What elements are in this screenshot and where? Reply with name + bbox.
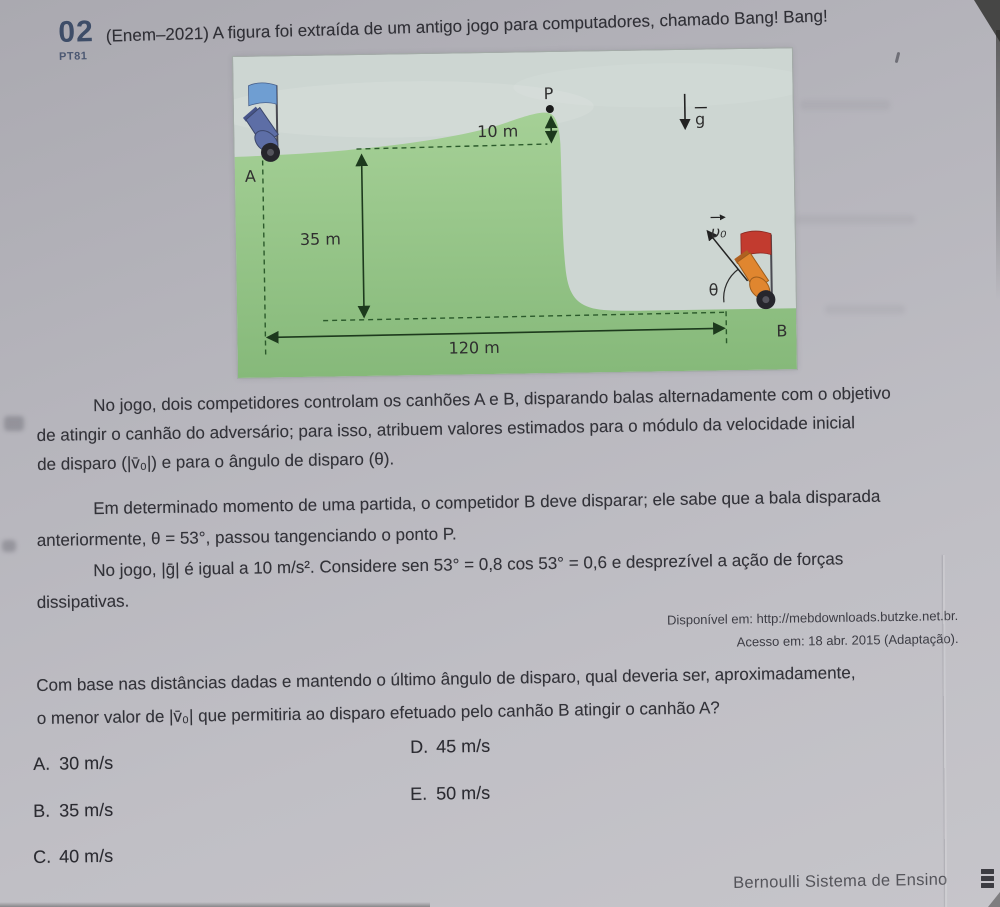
page-edge-smudge-1 xyxy=(4,416,24,431)
paragraph-situation-line1: Em determinado momento de uma partida, o competidor B deve disparar; ele sabe que a bala disparada xyxy=(93,486,881,519)
label-35m: 35 m xyxy=(299,229,342,249)
cannon-b-label: B xyxy=(776,321,788,341)
option-a-value: 30 m/s xyxy=(59,752,114,774)
option-a xyxy=(33,751,113,776)
gravity-label: g xyxy=(694,109,706,129)
option-e-letter: E. xyxy=(410,783,428,804)
option-b-value: 35 m/s xyxy=(59,799,114,821)
option-d xyxy=(410,734,490,759)
paragraph-intro-line3: de disparo (|v̄₀|) e para o ângulo de disparo (θ). xyxy=(36,449,395,474)
question-statement xyxy=(36,654,982,735)
gravity-vector-arrow xyxy=(685,94,686,128)
source-availability: Disponível em: http://mebdownloads.butzke.net.br. xyxy=(666,607,959,628)
terrain-figure xyxy=(233,48,797,378)
ink-bleed-smudge-2 xyxy=(795,215,915,224)
option-e-value: 50 m/s xyxy=(436,782,491,804)
question-number: 02 xyxy=(57,15,95,49)
label-120m: 120 m xyxy=(448,337,500,358)
photo-bottom-edge-shadow xyxy=(0,902,430,907)
paragraph-intro xyxy=(36,377,982,479)
question-line1: Com base nas distâncias dadas e mantendo o último ângulo de disparo, qual deveria ser, aproximadamente, xyxy=(36,663,856,695)
velocity-label: υ₀ xyxy=(710,222,727,242)
source-access-date: Acesso em: 18 abr. 2015 (Adaptação). xyxy=(736,630,959,650)
option-d-letter: D. xyxy=(410,736,429,757)
option-d-value: 45 m/s xyxy=(436,735,491,757)
option-b-letter: B. xyxy=(33,800,51,821)
option-e xyxy=(410,781,490,806)
option-c-value: 40 m/s xyxy=(59,845,114,867)
bernoulli-logo-icon xyxy=(981,869,995,890)
question-header-text: (Enem–2021) A figura foi extraída de um antigo jogo para computadores, chamado Bang! Bang! xyxy=(105,6,828,46)
option-a-letter: A. xyxy=(33,753,51,774)
stray-pen-mark xyxy=(895,52,901,63)
paragraph-situation-line2: anteriormente, θ = 53°, passou tangenciando o ponto P. xyxy=(36,524,457,550)
point-p-label: P xyxy=(543,83,554,104)
ink-bleed-smudge-3 xyxy=(825,305,905,314)
paragraph-constants-line2: dissipativas. xyxy=(36,591,130,612)
bang-bang-diagram xyxy=(233,48,797,378)
angle-label: θ xyxy=(708,280,719,300)
footer-brand: Bernoulli Sistema de Ensino xyxy=(733,870,948,892)
option-b xyxy=(33,798,113,823)
ink-bleed-smudge-1 xyxy=(800,100,890,110)
cannon-a-label: A xyxy=(244,166,256,186)
label-10m: 10 m xyxy=(477,121,519,142)
paragraph-intro-line1: No jogo, dois competidores controlam os canhões A e B, disparando balas alternadamente com o objetivo xyxy=(93,383,891,416)
paragraph-constants-line1: No jogo, |ḡ| é igual a 10 m/s². Considere sen 53° = 0,8 cos 53° = 0,6 e desprezível a ação de forças xyxy=(93,549,844,581)
question-line2: o menor valor de |v̄₀| que permitiria ao disparo efetuado pelo canhão B atingir o canhão A? xyxy=(36,698,720,728)
option-c xyxy=(33,844,113,869)
option-c-letter: C. xyxy=(33,846,52,867)
paragraph-intro-line2: de atingir o canhão do adversário; para isso, atribuem valores estimados para o módulo da velocidade inicial xyxy=(36,413,856,445)
photo-bottom-corner-shadow xyxy=(988,892,1000,907)
question-number-block xyxy=(58,17,95,63)
question-code: PT81 xyxy=(58,50,88,63)
photo-right-edge-shadow xyxy=(996,30,1000,300)
page-edge-smudge-2 xyxy=(2,540,16,552)
flag-a-icon xyxy=(248,83,276,106)
